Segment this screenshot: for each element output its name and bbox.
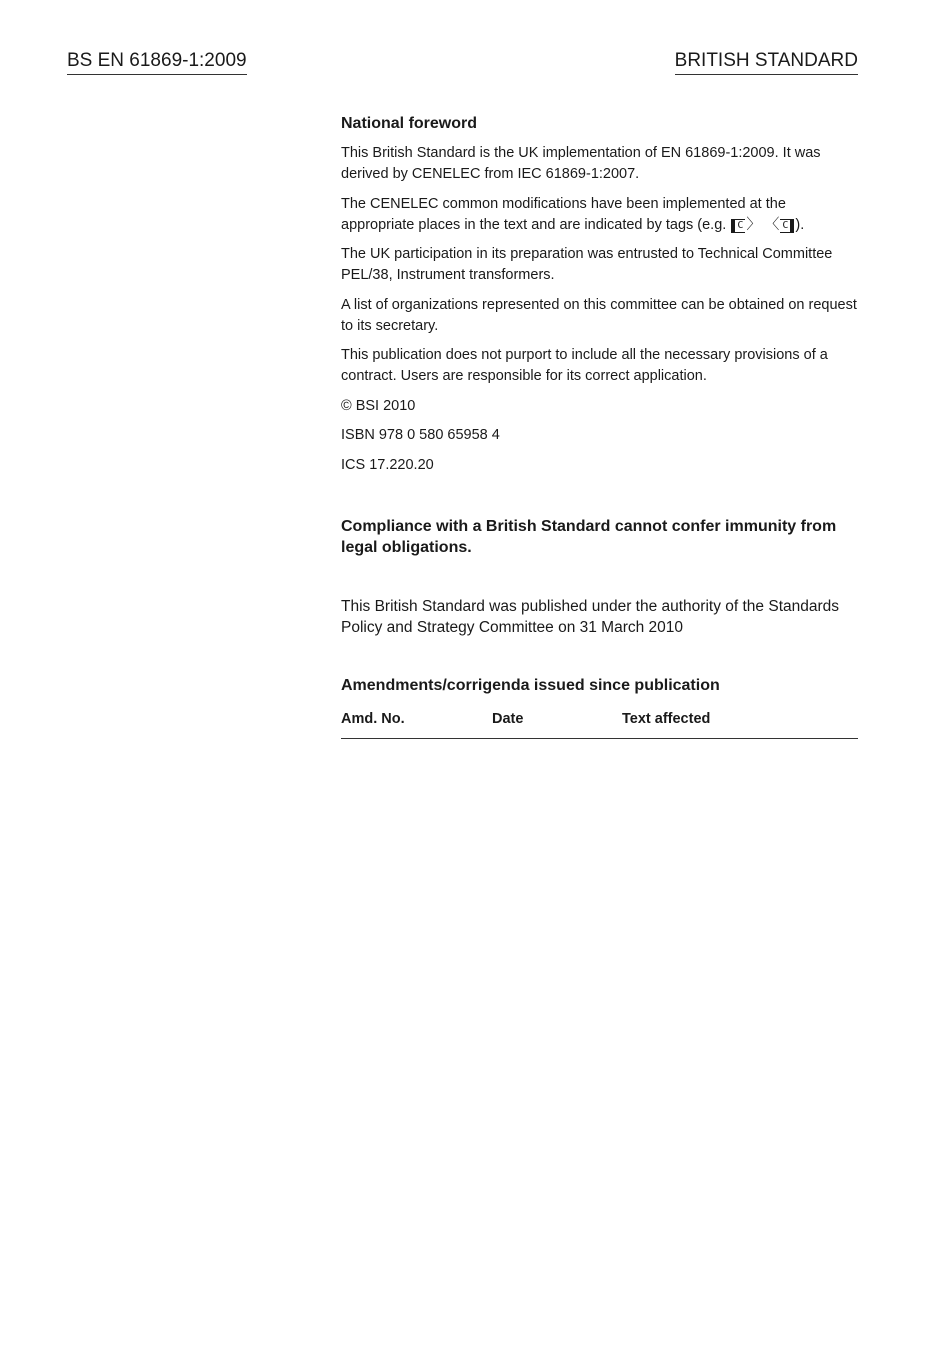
foreword-paragraph-4: A list of organizations represented on this committee can be obtained on request to its secretary. (341, 296, 857, 334)
foreword-heading: National foreword (341, 115, 478, 132)
compliance-statement: Compliance with a British Standard cannot confer immunity from legal obligations. (341, 517, 837, 556)
foreword-paragraph-3: The UK participation in its preparation was entrusted to Technical Committee PEL/38, Instrument transformers. (341, 246, 833, 283)
amendments-table (341, 710, 858, 739)
foreword-paragraph-2-text: The CENELEC common modifications have been implemented at the appropriate places in the text and are indicated by tags (e.g. (341, 195, 786, 233)
column-amd-no: Amd. No. (341, 710, 405, 727)
foreword-paragraph-2-end: ). (795, 216, 805, 233)
isbn: ISBN 978 0 580 65958 4 (341, 427, 500, 443)
document-id: BS EN 61869-1:2009 (67, 49, 247, 75)
main-content (341, 113, 858, 739)
foreword-paragraph-2: The CENELEC common modifications have been implemented at the appropriate places in the text and are indicated by tags (e.g. C 〉 〈 C ). (341, 195, 805, 233)
foreword-paragraph-1: This British Standard is the UK implementation of EN 61869-1:2009. It was derived by CENELEC from IEC 61869-1:2007. (341, 145, 821, 182)
tag-close-icon: C (780, 219, 794, 233)
column-date: Date (492, 710, 524, 727)
foreword-paragraph-5: This publication does not purport to include all the necessary provisions of a contract. Users are responsible for its correct application. (341, 347, 828, 384)
publication-statement: This British Standard was published under the authority of the Standards Policy and Strategy Committee on 31 March 2010 (341, 597, 840, 636)
ics: ICS 17.220.20 (341, 456, 434, 473)
document-type: BRITISH STANDARD (675, 49, 858, 75)
amendments-heading: Amendments/corrigenda issued since publication (341, 676, 720, 694)
column-text-affected: Text affected (622, 710, 711, 727)
copyright: © BSI 2010 (341, 397, 416, 414)
tag-open-icon: C (731, 219, 745, 233)
